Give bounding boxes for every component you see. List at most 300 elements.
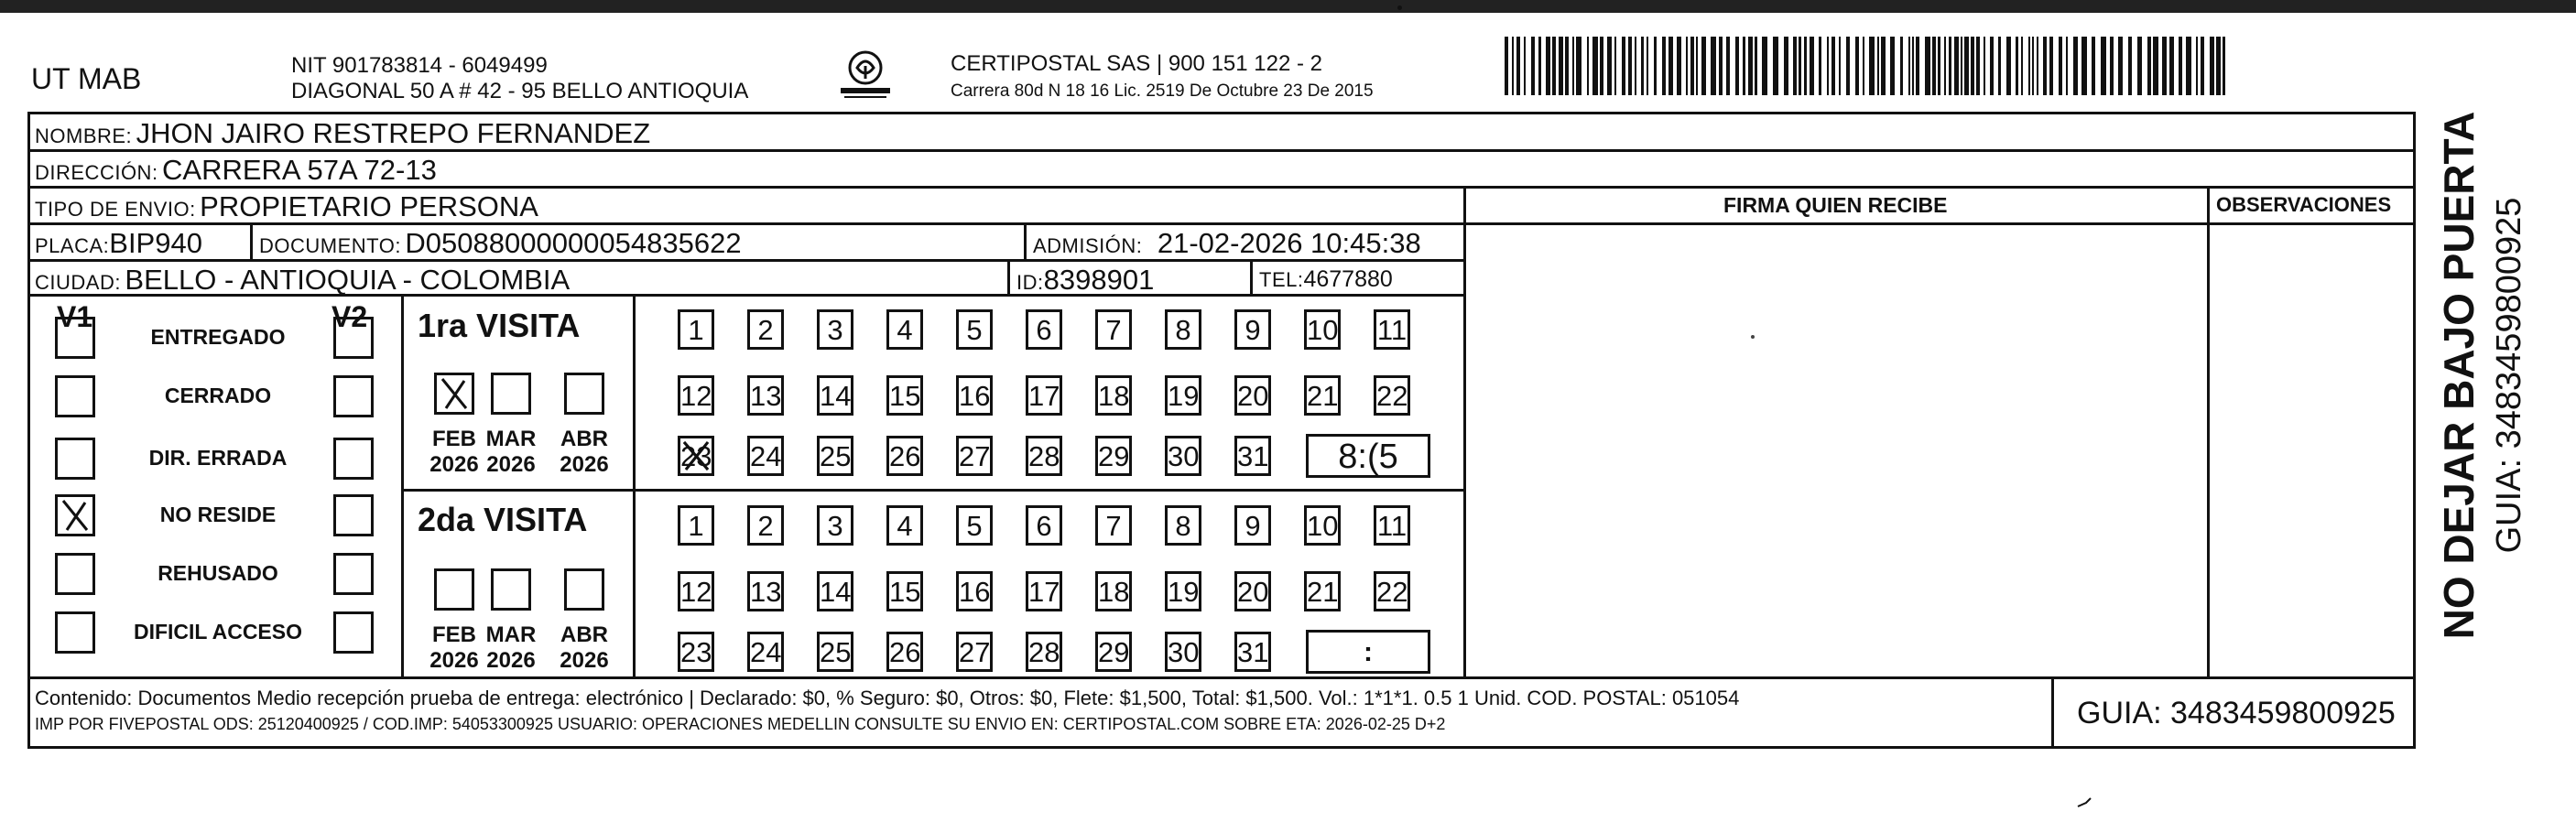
v1-checkbox[interactable] <box>55 611 95 654</box>
day-box[interactable] <box>1095 309 1132 350</box>
month-checkbox[interactable] <box>564 373 604 415</box>
direccion-label: DIRECCIÓN: <box>35 161 158 184</box>
day-box[interactable] <box>817 632 853 672</box>
day-number: 5 <box>966 314 983 346</box>
day-box[interactable] <box>1095 375 1132 416</box>
day-box[interactable] <box>817 571 853 611</box>
barcode-bar <box>2101 37 2106 95</box>
day-box[interactable] <box>1165 505 1201 546</box>
tel-label: TEL: <box>1259 268 1304 291</box>
day-box[interactable] <box>1026 436 1062 476</box>
barcode-bar <box>1932 37 1936 95</box>
barcode-bar <box>1925 37 1930 95</box>
day-box[interactable] <box>956 571 993 611</box>
month-checkbox[interactable] <box>434 568 474 611</box>
day-number: 1 <box>688 510 704 542</box>
day-box[interactable] <box>1234 375 1271 416</box>
barcode-bar <box>2169 37 2174 95</box>
barcode-bar <box>1938 37 1940 95</box>
day-number: 9 <box>1245 510 1261 542</box>
month-label: FEB <box>432 622 476 647</box>
day-number: 14 <box>820 576 852 608</box>
barcode-bar <box>1793 37 1797 95</box>
barcode-bar <box>1552 37 1556 95</box>
day-box[interactable] <box>817 375 853 416</box>
footer-contenido: Contenido: Documentos Medio recepción prueba de entrega: electrónico | Declarado: $0, % Seguro: $0, Otros: $0, Flete: $1,500, Total: $1,500. Vol.: 1*1*1. 0.5 1 Unid. COD. POSTAL: 051054 <box>35 687 1740 709</box>
v2-checkbox[interactable] <box>333 611 374 654</box>
day-box[interactable] <box>817 505 853 546</box>
observaciones-header: OBSERVACIONES <box>2216 193 2392 216</box>
v2-checkbox[interactable] <box>333 553 374 595</box>
day-number: 12 <box>680 576 712 608</box>
day-box[interactable] <box>678 505 714 546</box>
day-box[interactable] <box>1234 436 1271 476</box>
day-number: 7 <box>1105 510 1122 542</box>
barcode-bar <box>1804 37 1807 95</box>
barcode-bar <box>2210 37 2214 95</box>
barcode-bar <box>1600 37 1603 95</box>
visit-separator <box>401 489 1465 492</box>
barcode-bar <box>2037 37 2038 95</box>
mark-dot <box>1397 5 1402 10</box>
id-value: 8398901 <box>1043 264 1155 296</box>
barcode-bar <box>1531 37 1535 95</box>
day-box[interactable] <box>1374 505 1410 546</box>
barcode-bar <box>2043 37 2047 95</box>
day-box[interactable] <box>1026 375 1062 416</box>
day-number: 22 <box>1376 576 1408 608</box>
v1-checkbox[interactable] <box>55 494 95 536</box>
day-number: 24 <box>750 636 782 668</box>
ciudad-value: BELLO - ANTIOQUIA - COLOMBIA <box>125 264 571 296</box>
barcode-bar <box>1735 37 1739 95</box>
barcode-bar <box>2006 37 2011 95</box>
day-number: 27 <box>959 636 991 668</box>
day-number: 6 <box>1036 510 1052 542</box>
day-number: 31 <box>1237 636 1269 668</box>
day-box[interactable] <box>1374 309 1410 350</box>
ciudad-label: CIUDAD: <box>35 271 121 294</box>
day-number: 8 <box>1175 510 1191 542</box>
barcode-bar <box>1701 37 1706 95</box>
month-label: ABR <box>560 622 608 647</box>
month-label: ABR <box>560 427 608 451</box>
day-box[interactable] <box>1095 571 1132 611</box>
day-box[interactable] <box>1304 571 1341 611</box>
documento-label: DOCUMENTO: <box>259 234 401 257</box>
day-number: 26 <box>889 440 921 472</box>
day-box[interactable] <box>1304 505 1341 546</box>
barcode-bar <box>1614 37 1616 95</box>
footer-guia: GUIA: 3483459800925 <box>2077 696 2396 730</box>
barcode-bar <box>2179 37 2182 95</box>
day-box[interactable] <box>1374 375 1410 416</box>
day-number: 11 <box>1376 314 1408 346</box>
day-box[interactable] <box>817 309 853 350</box>
footer-imp: IMP POR FIVEPOSTAL ODS: 25120400925 / COD.IMP: 54053300925 USUARIO: OPERACIONES MEDELLIN CONSULTE SU ENVIO EN: CERTIPOSTAL.COM SOBRE ETA: 2026-02-25 D+2 <box>35 715 1446 733</box>
day-box[interactable] <box>1304 309 1341 350</box>
barcode <box>1505 37 2233 95</box>
day-number: 19 <box>1168 380 1200 412</box>
day-number: 1 <box>688 314 704 346</box>
col-divider <box>2051 676 2054 749</box>
day-number: 21 <box>1307 380 1339 412</box>
barcode-bar <box>1572 37 1574 95</box>
barcode-bar <box>1762 37 1767 95</box>
certipostal-logo <box>833 48 897 106</box>
day-number: 18 <box>1098 576 1130 608</box>
admision-field <box>1033 229 1421 257</box>
barcode-bar <box>1827 37 1829 95</box>
status-option-label: DIFICIL ACCESO <box>133 620 303 644</box>
month-label: MAR <box>485 427 537 451</box>
barcode-bar <box>1677 37 1681 95</box>
day-number: 2 <box>757 510 774 542</box>
day-number: 21 <box>1307 576 1339 608</box>
day-box[interactable] <box>956 375 993 416</box>
day-number: 3 <box>827 510 843 542</box>
day-number: 31 <box>1237 440 1269 472</box>
v2-checkbox[interactable] <box>333 317 374 359</box>
admision-value: 21-02-2026 10:45:38 <box>1157 227 1421 259</box>
barcode-bar <box>1984 37 1985 95</box>
day-number: 7 <box>1105 314 1122 346</box>
nombre-field <box>35 119 650 147</box>
day-box[interactable] <box>1026 309 1062 350</box>
month-checkbox[interactable] <box>564 568 604 611</box>
day-box[interactable] <box>1095 505 1132 546</box>
col-divider <box>1250 259 1253 296</box>
barcode-bar <box>2032 37 2034 95</box>
v1-checkbox[interactable] <box>55 317 95 359</box>
day-box[interactable] <box>747 505 784 546</box>
barcode-bar <box>1954 37 1959 95</box>
tipo-field <box>35 192 538 221</box>
day-number: 2 <box>757 314 774 346</box>
barcode-bar <box>2066 37 2068 95</box>
day-box[interactable] <box>956 505 993 546</box>
barcode-bar <box>1976 37 1980 95</box>
barcode-bar <box>1628 37 1632 95</box>
barcode-bar <box>2110 37 2114 95</box>
day-number: 15 <box>889 576 921 608</box>
month-checkbox[interactable] <box>491 373 531 415</box>
day-box[interactable] <box>747 571 784 611</box>
status-option-label: DIR. ERRADA <box>148 446 288 470</box>
month-checkbox[interactable] <box>434 373 474 415</box>
v2-header: V2 <box>332 300 368 333</box>
tel-field <box>1259 268 1393 291</box>
nombre-label: NOMBRE: <box>35 124 133 147</box>
sender-address: DIAGONAL 50 A # 42 - 95 BELLO ANTIOQUIA <box>291 79 749 103</box>
barcode-bar <box>1711 37 1716 95</box>
day-number: 25 <box>820 440 852 472</box>
day-box[interactable] <box>1165 632 1201 672</box>
barcode-bar <box>2153 37 2158 95</box>
firma-header: FIRMA QUIEN RECIBE <box>1723 193 1948 217</box>
day-box[interactable] <box>747 436 784 476</box>
day-number: 17 <box>1028 380 1060 412</box>
day-box[interactable] <box>886 505 923 546</box>
day-number: 19 <box>1168 576 1200 608</box>
day-box[interactable] <box>1234 505 1271 546</box>
col-divider <box>1024 222 1027 259</box>
barcode-bar <box>1916 37 1919 95</box>
id-label: ID: <box>1016 271 1044 294</box>
day-number: 16 <box>959 380 991 412</box>
barcode-bar <box>1912 37 1914 95</box>
barcode-bar <box>1784 37 1788 95</box>
day-box[interactable] <box>1095 436 1132 476</box>
month-year: 2026 <box>429 452 479 477</box>
day-box[interactable] <box>1026 505 1062 546</box>
id-field <box>1016 265 1154 294</box>
day-number: 11 <box>1376 510 1408 542</box>
day-number: 16 <box>959 576 991 608</box>
barcode-bar <box>2128 37 2132 95</box>
day-box[interactable] <box>1234 571 1271 611</box>
barcode-bar <box>2092 37 2095 95</box>
day-box[interactable] <box>1026 571 1062 611</box>
placa-field <box>35 229 202 257</box>
day-number: 26 <box>889 636 921 668</box>
day-box[interactable] <box>678 375 714 416</box>
day-number: 27 <box>959 440 991 472</box>
day-number: 12 <box>680 380 712 412</box>
status-option-label: ENTREGADO <box>150 325 286 349</box>
barcode-bar <box>1773 37 1778 95</box>
barcode-bar <box>1607 37 1612 95</box>
day-number: 25 <box>820 636 852 668</box>
barcode-bar <box>1524 37 1526 95</box>
barcode-bar <box>1726 37 1730 95</box>
day-box[interactable] <box>956 632 993 672</box>
barcode-bar <box>1900 37 1903 95</box>
visit-divider <box>633 296 636 678</box>
top-border <box>0 0 2576 13</box>
day-number: 20 <box>1237 576 1269 608</box>
day-box[interactable] <box>747 309 784 350</box>
day-box[interactable] <box>747 632 784 672</box>
barcode-bar <box>2021 37 2023 95</box>
month-year: 2026 <box>429 648 479 673</box>
barcode-bar <box>1559 37 1563 95</box>
v2-checkbox[interactable] <box>333 494 374 536</box>
barcode-bar <box>1961 37 1962 95</box>
day-number: 23 <box>680 636 712 668</box>
side-guia: GUIA: 3483459800925 <box>2490 197 2528 554</box>
side-warning: NO DEJAR BAJO PUERTA <box>2435 111 2483 640</box>
day-number: 15 <box>889 380 921 412</box>
barcode-bar <box>2216 37 2221 95</box>
barcode-bar <box>1971 37 1974 95</box>
barcode-bar <box>1855 37 1859 95</box>
barcode-bar <box>1839 37 1841 95</box>
month-year: 2026 <box>486 452 536 477</box>
day-number: 8 <box>1175 314 1191 346</box>
day-box[interactable] <box>886 375 923 416</box>
day-box[interactable] <box>1165 436 1201 476</box>
day-box[interactable] <box>956 309 993 350</box>
barcode-bar <box>1964 37 1969 95</box>
day-box[interactable] <box>1165 571 1201 611</box>
barcode-bar <box>1719 37 1723 95</box>
day-box[interactable] <box>1095 632 1132 672</box>
day-box[interactable] <box>817 436 853 476</box>
barcode-bar <box>1662 37 1666 95</box>
day-number: 29 <box>1098 440 1130 472</box>
day-number: 13 <box>750 576 782 608</box>
barcode-bar <box>1622 37 1625 95</box>
documento-field <box>259 229 742 257</box>
barcode-bar <box>1831 37 1835 95</box>
day-number: 30 <box>1168 636 1200 668</box>
v2-checkbox[interactable] <box>333 375 374 417</box>
barcode-bar <box>1863 37 1864 95</box>
barcode-bar <box>1654 37 1657 95</box>
barcode-bar <box>1944 37 1946 95</box>
barcode-bar <box>1877 37 1879 95</box>
barcode-bar <box>2186 37 2191 95</box>
barcode-bar <box>1908 37 1910 95</box>
month-year: 2026 <box>560 452 609 477</box>
barcode-bar <box>1748 37 1753 95</box>
barcode-bar <box>1641 37 1644 95</box>
v2-checkbox[interactable] <box>333 438 374 480</box>
v1-checkbox[interactable] <box>55 553 95 595</box>
v1-checkbox[interactable] <box>55 438 95 480</box>
barcode-bar <box>1505 37 1508 95</box>
day-box[interactable] <box>1304 375 1341 416</box>
barcode-bar <box>2049 37 2053 95</box>
time-box[interactable]: 8:(5 <box>1306 434 1430 478</box>
barcode-bar <box>1647 37 1648 95</box>
barcode-bar <box>1576 37 1581 95</box>
barcode-bar <box>1869 37 1875 95</box>
day-number: 28 <box>1028 636 1060 668</box>
barcode-bar <box>2118 37 2123 95</box>
barcode-bar <box>1890 37 1895 95</box>
day-number: 14 <box>820 380 852 412</box>
row-line <box>27 222 2416 225</box>
day-number: 28 <box>1028 440 1060 472</box>
day-number: 22 <box>1376 380 1408 412</box>
day-box[interactable] <box>886 571 923 611</box>
visit-title: 1ra VISITA <box>418 307 581 344</box>
day-box[interactable] <box>1026 632 1062 672</box>
row-line <box>27 186 2416 189</box>
barcode-bar <box>1998 37 2001 95</box>
carrier-license: Carrera 80d N 18 16 Lic. 2519 De Octubre 23 De 2015 <box>951 81 1374 101</box>
day-number: 13 <box>750 380 782 412</box>
status-divider <box>401 296 404 678</box>
day-number: 20 <box>1237 380 1269 412</box>
barcode-bar <box>1546 37 1550 95</box>
col-divider <box>1463 186 1466 678</box>
barcode-bar <box>2223 37 2225 95</box>
barcode-bar <box>2137 37 2142 95</box>
day-number: 30 <box>1168 440 1200 472</box>
day-number: 23 <box>680 440 712 472</box>
status-option-label: REHUSADO <box>158 561 278 585</box>
barcode-bar <box>1538 37 1541 95</box>
day-box[interactable] <box>886 436 923 476</box>
month-year: 2026 <box>560 648 609 673</box>
tipo-label: TIPO DE ENVIO: <box>35 198 196 221</box>
day-box[interactable] <box>1165 309 1201 350</box>
barcode-bar <box>1990 37 1994 95</box>
day-number: 5 <box>966 510 983 542</box>
day-box[interactable] <box>886 632 923 672</box>
barcode-bar <box>1512 37 1514 95</box>
barcode-bar <box>1690 37 1694 95</box>
day-number: 9 <box>1245 314 1261 346</box>
day-box[interactable] <box>1374 571 1410 611</box>
barcode-bar <box>1810 37 1814 95</box>
day-number: 10 <box>1307 314 1339 346</box>
day-number: 18 <box>1098 380 1130 412</box>
admision-label: ADMISIÓN: <box>1033 234 1143 257</box>
day-number: 24 <box>750 440 782 472</box>
month-label: MAR <box>485 622 537 647</box>
ciudad-field <box>35 265 570 294</box>
day-box[interactable] <box>1234 309 1271 350</box>
col-divider <box>2207 186 2210 678</box>
barcode-bar <box>1949 37 1951 95</box>
v1-checkbox[interactable] <box>55 375 95 417</box>
day-box[interactable] <box>678 632 714 672</box>
day-box[interactable] <box>886 309 923 350</box>
barcode-bar <box>2016 37 2018 95</box>
month-checkbox[interactable] <box>491 568 531 611</box>
documento-value: D05088000000054835622 <box>405 227 742 259</box>
day-box[interactable] <box>678 436 714 476</box>
barcode-bar <box>1565 37 1569 95</box>
placa-value: BIP940 <box>109 227 202 259</box>
month-label: FEB <box>432 427 476 451</box>
day-box[interactable] <box>956 436 993 476</box>
barcode-bar <box>2147 37 2151 95</box>
time-box[interactable]: : <box>1306 630 1430 674</box>
barcode-bar <box>1799 37 1801 95</box>
nombre-value: JHON JAIRO RESTREPO FERNANDEZ <box>136 117 651 149</box>
barcode-bar <box>2196 37 2198 95</box>
visit-title: 2da VISITA <box>418 501 588 538</box>
status-option-label: NO RESIDE <box>159 503 277 526</box>
cross-mark <box>680 438 712 473</box>
day-box[interactable] <box>747 375 784 416</box>
barcode-bar <box>1743 37 1745 95</box>
sender-code: UT MAB <box>31 62 142 95</box>
col-divider <box>250 222 253 259</box>
day-number: 4 <box>897 510 913 542</box>
day-box[interactable] <box>1234 632 1271 672</box>
barcode-bar <box>1668 37 1673 95</box>
barcode-bar <box>2059 37 2062 95</box>
day-box[interactable] <box>678 571 714 611</box>
barcode-bar <box>2162 37 2167 95</box>
status-option-label: CERRADO <box>164 384 272 407</box>
month-year: 2026 <box>486 648 536 673</box>
barcode-bar <box>2028 37 2030 95</box>
barcode-bar <box>1592 37 1598 95</box>
barcode-bar <box>1696 37 1698 95</box>
day-box[interactable] <box>1165 375 1201 416</box>
day-box[interactable] <box>678 309 714 350</box>
barcode-bar <box>1881 37 1886 95</box>
mark-dot <box>1751 335 1755 339</box>
barcode-bar <box>1846 37 1850 95</box>
